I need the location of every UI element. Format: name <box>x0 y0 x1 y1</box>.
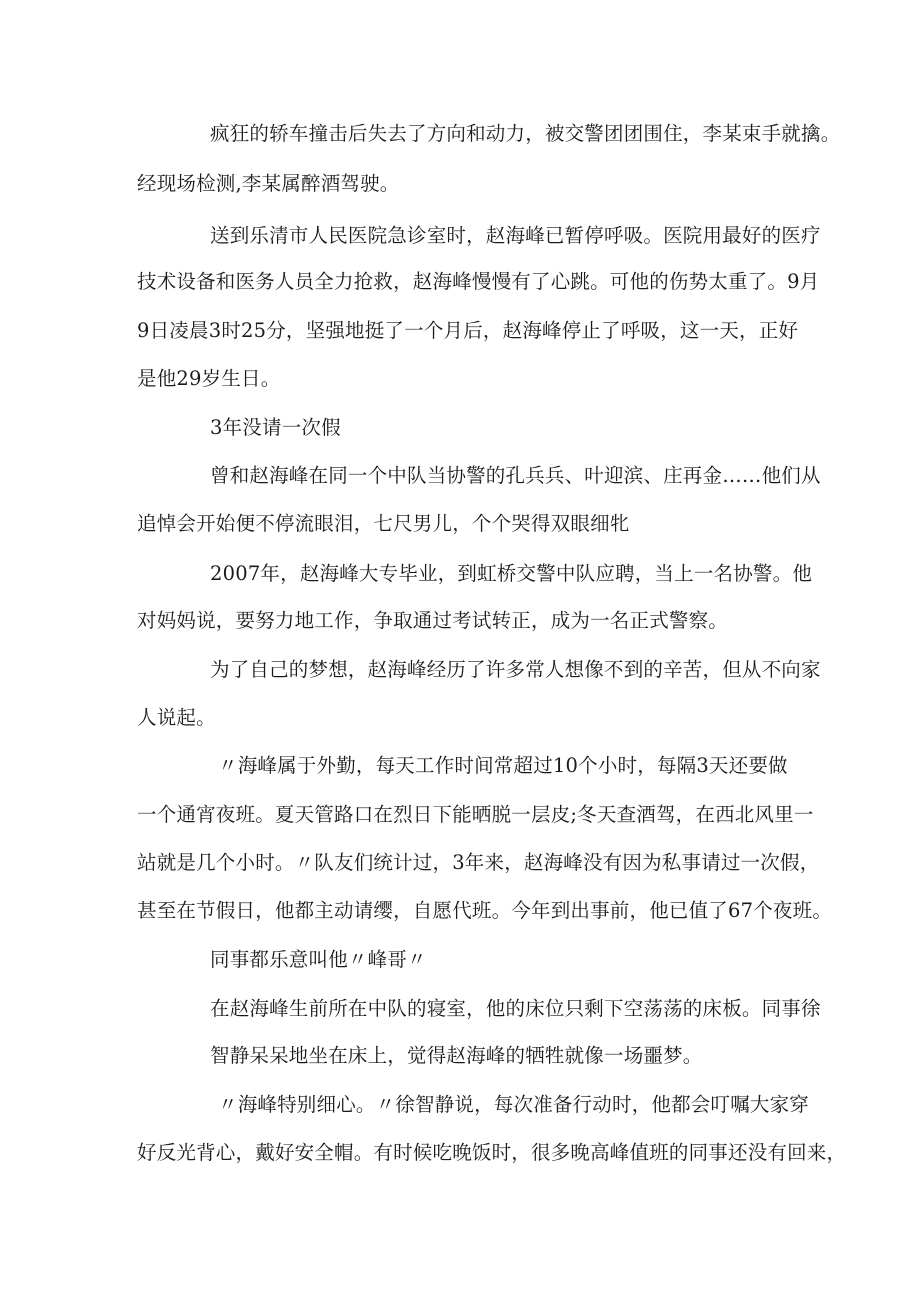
text-line-6: 是他29岁生日。 <box>137 367 281 390</box>
text-line-5: 9日凌晨3时25分，坚强地挺了一个月后，赵海峰停止了呼吸，这一天，正好 <box>137 319 799 342</box>
text-line-9: 追悼会开始便不停流眼泪，七尺男儿，个个哭得双眼细牝 <box>137 512 630 535</box>
text-line-8: 曾和赵海峰在同一个中队当协警的孔兵兵、叶迎滨、庄再金……他们从 <box>210 464 821 487</box>
text-line-3: 送到乐清市人民医院急诊室时，赵海峰已暂停呼吸。医院用最好的医疗 <box>210 224 821 247</box>
section-heading-1: 3年没请一次假 <box>210 416 341 439</box>
text-line-10: 2007年，赵海峰大专毕业，到虹桥交警中队应聘，当上一名协警。他 <box>210 562 813 585</box>
text-line-12: 为了自己的梦想，赵海峰经历了许多常人想像不到的辛苦，但从不向家 <box>210 658 821 681</box>
text-line-19: 在赵海峰生前所在中队的寝室，他的床位只剩下空荡荡的床板。同事徐 <box>210 997 821 1020</box>
text-line-21: 〃海峰特别细心。〃徐智静说，每次准备行动时，他都会叮嘱大家穿 <box>218 1093 810 1116</box>
text-line-17: 甚至在节假日，他都主动请缨，自愿代班。今年到出事前，他已值了67个夜班。 <box>137 899 833 922</box>
text-line-20: 智静呆呆地坐在床上，觉得赵海峰的牺牲就像一场噩梦。 <box>210 1044 703 1067</box>
text-line-16: 站就是几个小时。〃队友们统计过，3年来，赵海峰没有因为私事请过一次假， <box>137 851 820 874</box>
text-line-22: 好反光背心，戴好安全帽。有时候吃晚饭时，很多晚高峰值班的同事还没有回来， <box>137 1141 847 1164</box>
text-line-1: 疯狂的轿车撞击后失去了方向和动力，被交警团团围住，李某束手就擒。 <box>210 122 841 145</box>
text-line-14: 〃海峰属于外勤，每天工作时间常超过10个小时，每隔3天还要做 <box>218 754 788 777</box>
text-line-2: 经现场检测,李某属醉酒驾驶。 <box>137 172 400 195</box>
text-line-11: 对妈妈说，要努力地工作，争取通过考试转正，成为一名正式警察。 <box>137 609 729 632</box>
text-line-15: 一个通宵夜班。夏天管路口在烈日下能晒脱一层皮;冬天查酒驾，在西北风里一 <box>137 803 814 826</box>
text-line-13: 人说起。 <box>137 706 216 729</box>
section-heading-2: 同事都乐意叫他〃峰哥〃 <box>210 948 427 971</box>
text-line-4: 技术设备和医务人员全力抢救，赵海峰慢慢有了心跳。可他的伤势太重了。9月 <box>137 270 820 293</box>
